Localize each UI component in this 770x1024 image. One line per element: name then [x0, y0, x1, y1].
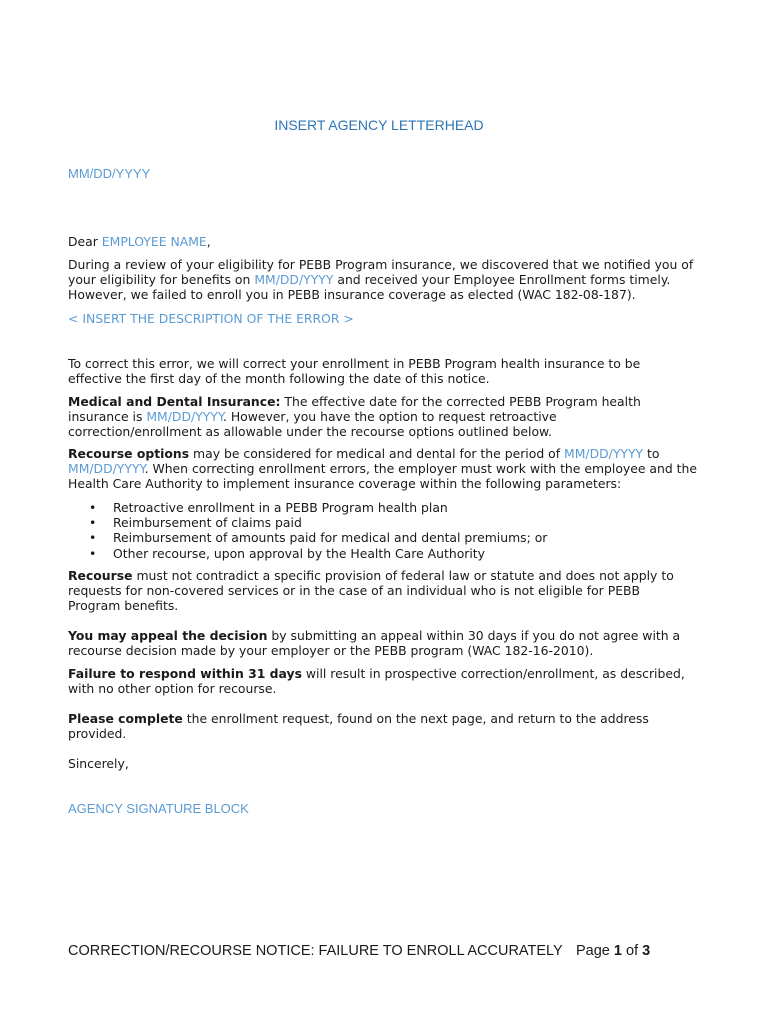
error-description-placeholder: < INSERT THE DESCRIPTION OF THE ERROR > — [68, 311, 354, 326]
page-total: 3 — [642, 943, 651, 959]
list-item: • Retroactive enrollment in a PEBB Program health plan — [89, 500, 448, 515]
appeal-paragraph — [68, 628, 698, 658]
medical-heading: Medical and Dental Insurance: — [68, 394, 281, 409]
recourse-text: must not contradict a specific provision of federal law or statute and does not apply to requests for non-covered services or in the case of an individual who is not eligible for PEBB Program benefits. — [68, 568, 674, 614]
intro-text-b: and received your Employee Enrollment forms timely. However, we failed to enroll you in PEBB insurance coverage as elected (WAC 182-08-187). — [68, 272, 671, 303]
list-item: • Other recourse, upon approval by the Health Care Authority — [89, 545, 485, 561]
agency-letterhead: INSERT AGENCY LETTERHEAD — [274, 117, 484, 133]
recourse-date-to: MM/DD/YYYY — [68, 461, 145, 477]
bullet-icon: • — [89, 530, 97, 546]
agency-signature-block: AGENCY SIGNATURE BLOCK — [68, 801, 249, 816]
bullet-icon: • — [89, 545, 97, 561]
recourse-parameters-list — [68, 500, 688, 561]
recourse-date-from: MM/DD/YYYY — [564, 446, 644, 461]
footer-title: CORRECTION/RECOURSE NOTICE: FAILURE TO ENROLL ACCURATELY — [68, 943, 563, 959]
salutation-suffix: , — [206, 234, 211, 249]
salutation — [68, 234, 211, 249]
failure-text: will result in prospective correction/enrollment, as described, with no other option for recourse. — [68, 666, 685, 697]
intro-text-a: During a review of your eligibility for PEBB Program insurance, we discovered that we notified you of your eligibility for benefits on — [68, 257, 694, 288]
appeal-heading: You may appeal the decision — [68, 628, 268, 643]
bullet-icon: • — [89, 515, 97, 531]
employee-name: EMPLOYEE NAME — [101, 234, 207, 249]
medical-text-a: The effective date for the corrected PEBB Program health insurance is — [68, 394, 641, 425]
correction-paragraph: To correct this error, we will correct your enrollment in PEBB Program health insurance to be effective the first day of the month following the date of this notice. — [68, 356, 641, 387]
medical-paragraph — [68, 394, 688, 440]
recourse-options-paragraph — [68, 446, 698, 492]
medical-text-b: . However, you have the option to request retroactive correction/enrollment as allowable under the recourse options outlined below. — [68, 409, 557, 440]
complete-heading: Please complete — [68, 711, 183, 726]
appeal-text: by submitting an appeal within 30 days if you do not agree with a recourse decision made by your employer or the PEBB program (WAC 182-16-2010). — [68, 628, 681, 659]
of-label: of — [621, 943, 643, 959]
recourse-options-text-a: may be considered for medical and dental for the period of — [189, 446, 565, 461]
letter-date: MM/DD/YYYY — [68, 166, 151, 181]
intro-paragraph — [68, 257, 708, 303]
intro-date: MM/DD/YYYY — [254, 272, 334, 288]
recourse-heading: Recourse — [68, 568, 133, 583]
list-item: • Reimbursement of amounts paid for medical and dental premiums; or — [89, 530, 548, 546]
medical-date: MM/DD/YYYY — [146, 409, 223, 425]
bullet-icon: • — [89, 500, 97, 515]
failure-heading: Failure to respond within 31 days — [68, 666, 302, 681]
page-indicator — [576, 943, 650, 959]
recourse-options-text-to: to — [643, 446, 660, 461]
recourse-options-heading: Recourse options — [68, 446, 190, 461]
closing: Sincerely, — [68, 756, 129, 771]
salutation-prefix: Dear — [68, 234, 102, 249]
page-number: 1 — [613, 943, 622, 959]
page-label: Page — [576, 943, 614, 959]
recourse-paragraph — [68, 568, 693, 614]
list-item: • Reimbursement of claims paid — [89, 515, 302, 531]
complete-paragraph — [68, 711, 688, 741]
complete-text: the enrollment request, found on the next page, and return to the address provided. — [68, 711, 649, 742]
recourse-options-text-b: . When correcting enrollment errors, the employer must work with the employee and the Health Care Authority to implement insurance coverage within the following parameters: — [68, 461, 698, 492]
failure-paragraph — [68, 666, 703, 696]
